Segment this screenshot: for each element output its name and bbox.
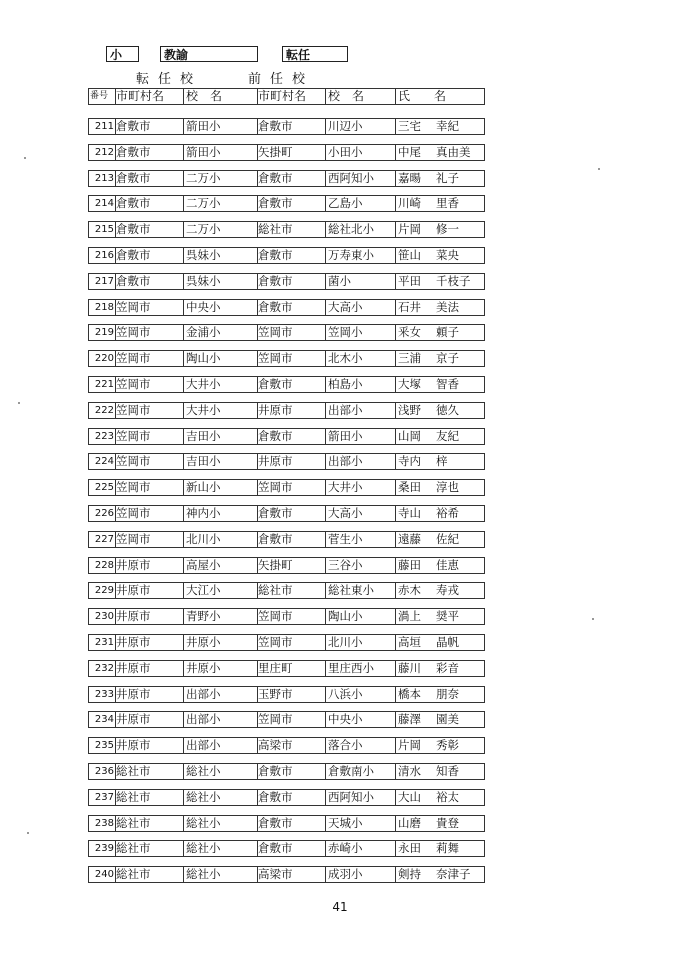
row-city-to: 井原市: [115, 558, 184, 573]
teacher-given-name: 晶帆: [436, 635, 459, 649]
row-city-from: 矢掛町: [257, 558, 326, 573]
row-teacher-name: [395, 274, 484, 289]
row-city-to: 倉敷市: [115, 274, 184, 289]
row-city-from: 井原市: [257, 454, 326, 469]
teacher-family-name: 桑田: [398, 480, 421, 494]
table-row: [88, 376, 485, 393]
row-teacher-name: [395, 248, 484, 263]
row-school-from: 菌小: [325, 274, 395, 289]
teacher-family-name: 山岡: [398, 429, 421, 443]
row-school-to: 総社小: [183, 816, 257, 831]
row-school-from: 笠岡小: [325, 325, 395, 340]
row-teacher-name: [395, 661, 484, 676]
teacher-given-name: 智香: [436, 377, 459, 391]
row-teacher-name: [395, 403, 484, 418]
row-number: 231: [94, 637, 114, 648]
scan-speck: [18, 402, 20, 404]
teacher-given-name: 徳久: [436, 403, 459, 417]
table-row: [88, 453, 485, 470]
row-number: 216: [94, 250, 114, 261]
row-school-from: 乙島小: [325, 196, 395, 211]
row-teacher-name: [395, 222, 484, 237]
table-row: [88, 737, 485, 754]
row-school-to: 二万小: [183, 196, 257, 211]
table-row: [88, 840, 485, 857]
row-teacher-name: [395, 816, 484, 831]
row-school-from: 総社北小: [325, 222, 395, 237]
row-city-to: 井原市: [115, 609, 184, 624]
row-school-to: 井原小: [183, 635, 257, 650]
teacher-family-name: 嘉暘: [398, 171, 421, 185]
row-city-to: 総社市: [115, 867, 184, 882]
teacher-family-name: 大塚: [398, 377, 421, 391]
row-school-to: 大井小: [183, 377, 257, 392]
row-school-from: 成羽小: [325, 867, 395, 882]
row-school-from: 菅生小: [325, 532, 395, 547]
teacher-family-name: 浅野: [398, 403, 421, 417]
teacher-given-name: 千枝子: [436, 274, 471, 288]
row-city-from: 笠岡市: [257, 635, 326, 650]
table-row: [88, 195, 485, 212]
row-school-to: 大井小: [183, 403, 257, 418]
teacher-given-name: 朋奈: [436, 687, 459, 701]
row-city-to: 井原市: [115, 661, 184, 676]
teacher-family-name: 石井: [398, 300, 421, 314]
row-city-to: 総社市: [115, 841, 184, 856]
teacher-family-name: 片岡: [398, 222, 421, 236]
row-city-to: 笠岡市: [115, 480, 184, 495]
row-city-to: 井原市: [115, 583, 184, 598]
teacher-family-name: 釆女: [398, 325, 421, 339]
col-school-from-header: 校 名: [325, 89, 395, 104]
row-school-to: 出部小: [183, 712, 257, 727]
teacher-given-name: 頼子: [436, 325, 459, 339]
teacher-family-name: 清水: [398, 764, 421, 778]
row-number: 215: [94, 224, 114, 235]
row-city-to: 井原市: [115, 687, 184, 702]
row-school-to: 青野小: [183, 609, 257, 624]
row-city-from: 倉敷市: [257, 377, 326, 392]
row-teacher-name: [395, 867, 484, 882]
table-row: [88, 273, 485, 290]
teacher-family-name: 剣持: [398, 867, 421, 881]
teacher-given-name: 奨平: [436, 609, 459, 623]
row-teacher-name: [395, 687, 484, 702]
teacher-given-name: 梓: [436, 454, 448, 468]
row-teacher-name: [395, 429, 484, 444]
row-school-to: 北川小: [183, 532, 257, 547]
teacher-family-name: 中尾: [398, 145, 421, 159]
row-school-from: 倉敷南小: [325, 764, 395, 779]
teacher-given-name: 莉舞: [436, 841, 459, 855]
row-city-to: 笠岡市: [115, 506, 184, 521]
teacher-given-name: 裕太: [436, 790, 459, 804]
row-school-from: 北川小: [325, 635, 395, 650]
row-number: 230: [94, 611, 114, 622]
row-city-to: 笠岡市: [115, 377, 184, 392]
row-school-to: 総社小: [183, 790, 257, 805]
row-city-to: 倉敷市: [115, 119, 184, 134]
table-row: [88, 531, 485, 548]
row-school-from: 北木小: [325, 351, 395, 366]
row-school-from: 大井小: [325, 480, 395, 495]
row-city-from: 倉敷市: [257, 790, 326, 805]
row-teacher-name: [395, 764, 484, 779]
teacher-given-name: 真由美: [436, 145, 471, 159]
table-row: [88, 170, 485, 187]
row-city-from: 笠岡市: [257, 480, 326, 495]
teacher-given-name: 裕希: [436, 506, 459, 520]
row-school-to: 二万小: [183, 171, 257, 186]
table-row: [88, 608, 485, 625]
row-number: 239: [94, 843, 114, 854]
row-school-to: 出部小: [183, 687, 257, 702]
row-school-to: 箭田小: [183, 145, 257, 160]
col-city-from-header: 市町村名: [257, 89, 326, 104]
row-number: 232: [94, 663, 114, 674]
row-school-from: 出部小: [325, 403, 395, 418]
teacher-family-name: 平田: [398, 274, 421, 288]
row-school-from: 陶山小: [325, 609, 395, 624]
row-city-to: 井原市: [115, 738, 184, 753]
teacher-family-name: 川崎: [398, 196, 421, 210]
row-teacher-name: [395, 171, 484, 186]
table-row: [88, 557, 485, 574]
table-row: [88, 479, 485, 496]
row-city-to: 倉敷市: [115, 248, 184, 263]
row-school-to: 新山小: [183, 480, 257, 495]
row-teacher-name: [395, 712, 484, 727]
to-school-group-label: 転任校: [136, 72, 203, 87]
col-number-header: 番号: [90, 91, 109, 101]
row-school-from: 赤崎小: [325, 841, 395, 856]
row-city-from: 倉敷市: [257, 274, 326, 289]
teacher-family-name: 渦上: [398, 609, 421, 623]
row-city-to: 井原市: [115, 635, 184, 650]
table-row: [88, 350, 485, 367]
row-school-to: 中央小: [183, 300, 257, 315]
teacher-given-name: 園美: [436, 712, 459, 726]
row-city-from: 倉敷市: [257, 816, 326, 831]
table-row: [88, 789, 485, 806]
teacher-family-name: 山磨: [398, 816, 421, 830]
row-school-from: 柏島小: [325, 377, 395, 392]
teacher-given-name: 貴登: [436, 816, 459, 830]
row-city-from: 笠岡市: [257, 351, 326, 366]
row-school-from: 総社東小: [325, 583, 395, 598]
row-school-to: 二万小: [183, 222, 257, 237]
row-school-to: 井原小: [183, 661, 257, 676]
col-city-to-header: 市町村名: [115, 89, 184, 104]
row-school-to: 陶山小: [183, 351, 257, 366]
row-city-from: 里庄町: [257, 661, 326, 676]
row-teacher-name: [395, 325, 484, 340]
page-number: 41: [332, 900, 348, 914]
row-teacher-name: [395, 841, 484, 856]
teacher-family-name: 赤木: [398, 583, 421, 597]
row-school-from: 出部小: [325, 454, 395, 469]
teacher-family-name: 笹山: [398, 248, 421, 262]
scan-speck: [598, 168, 600, 170]
table-row: [88, 118, 485, 135]
row-city-from: 総社市: [257, 222, 326, 237]
row-school-from: 里庄西小: [325, 661, 395, 676]
row-number: 224: [94, 456, 114, 467]
table-row: [88, 299, 485, 316]
teacher-family-name: 大山: [398, 790, 421, 804]
row-school-to: 箭田小: [183, 119, 257, 134]
row-teacher-name: [395, 377, 484, 392]
row-school-to: 吉田小: [183, 454, 257, 469]
row-school-from: 天城小: [325, 816, 395, 831]
table-row: [88, 428, 485, 445]
row-city-from: 倉敷市: [257, 841, 326, 856]
table-row: [88, 815, 485, 832]
row-teacher-name: [395, 480, 484, 495]
teacher-family-name: 高垣: [398, 635, 421, 649]
table-row: [88, 221, 485, 238]
teacher-family-name: 永田: [398, 841, 421, 855]
row-number: 212: [94, 147, 114, 158]
row-number: 234: [94, 714, 114, 725]
row-school-to: 総社小: [183, 764, 257, 779]
row-city-to: 井原市: [115, 712, 184, 727]
row-school-from: 中央小: [325, 712, 395, 727]
row-school-to: 総社小: [183, 867, 257, 882]
row-school-from: 小田小: [325, 145, 395, 160]
table-row: [88, 505, 485, 522]
row-teacher-name: [395, 351, 484, 366]
row-teacher-name: [395, 532, 484, 547]
row-teacher-name: [395, 506, 484, 521]
row-number: 229: [94, 585, 114, 596]
role-box: 教諭: [160, 46, 258, 62]
row-school-from: 大高小: [325, 506, 395, 521]
row-city-to: 笠岡市: [115, 300, 184, 315]
row-number: 227: [94, 534, 114, 545]
row-city-from: 高梁市: [257, 738, 326, 753]
teacher-given-name: 菜央: [436, 248, 459, 262]
scan-speck: [24, 157, 26, 159]
scan-speck: [592, 618, 594, 620]
row-number: 233: [94, 689, 114, 700]
teacher-family-name: 寺内: [398, 454, 421, 468]
teacher-given-name: 佐紀: [436, 532, 459, 546]
row-school-to: 総社小: [183, 841, 257, 856]
row-city-to: 倉敷市: [115, 196, 184, 211]
teacher-given-name: 知香: [436, 764, 459, 778]
col-name-header: 氏 名: [395, 89, 484, 104]
row-city-from: 倉敷市: [257, 429, 326, 444]
teacher-given-name: 礼子: [436, 171, 459, 185]
row-school-to: 金浦小: [183, 325, 257, 340]
row-city-to: 総社市: [115, 790, 184, 805]
row-school-from: 落合小: [325, 738, 395, 753]
teacher-given-name: 幸紀: [436, 119, 459, 133]
row-school-from: 箭田小: [325, 429, 395, 444]
row-school-from: 川辺小: [325, 119, 395, 134]
row-school-to: 吉田小: [183, 429, 257, 444]
row-city-to: 総社市: [115, 764, 184, 779]
teacher-given-name: 秀彰: [436, 738, 459, 752]
teacher-family-name: 寺山: [398, 506, 421, 520]
teacher-family-name: 三浦: [398, 351, 421, 365]
row-school-to: 呉妹小: [183, 274, 257, 289]
table-row: [88, 324, 485, 341]
teacher-given-name: 里香: [436, 196, 459, 210]
row-city-from: 倉敷市: [257, 171, 326, 186]
row-number: 214: [94, 198, 114, 209]
table-row: [88, 144, 485, 161]
row-school-from: 万寿東小: [325, 248, 395, 263]
row-teacher-name: [395, 738, 484, 753]
table-row: [88, 582, 485, 599]
row-teacher-name: [395, 609, 484, 624]
table-header: [88, 88, 485, 105]
row-number: 219: [94, 327, 114, 338]
row-city-from: 倉敷市: [257, 300, 326, 315]
row-city-from: 笠岡市: [257, 609, 326, 624]
row-city-from: 倉敷市: [257, 532, 326, 547]
row-school-to: 出部小: [183, 738, 257, 753]
row-city-from: 笠岡市: [257, 325, 326, 340]
school-level-box: 小: [106, 46, 139, 62]
from-school-group-label: 前任校: [248, 72, 315, 87]
row-school-from: 八浜小: [325, 687, 395, 702]
row-number: 217: [94, 276, 114, 287]
row-number: 222: [94, 405, 114, 416]
row-school-from: 大高小: [325, 300, 395, 315]
table-row: [88, 763, 485, 780]
row-city-from: 玉野市: [257, 687, 326, 702]
row-city-to: 笠岡市: [115, 429, 184, 444]
row-city-to: 笠岡市: [115, 403, 184, 418]
row-number: 213: [94, 173, 114, 184]
row-teacher-name: [395, 635, 484, 650]
row-school-to: 呉妹小: [183, 248, 257, 263]
row-city-to: 倉敷市: [115, 222, 184, 237]
row-teacher-name: [395, 454, 484, 469]
teacher-family-name: 三宅: [398, 119, 421, 133]
row-number: 223: [94, 431, 114, 442]
row-city-to: 笠岡市: [115, 351, 184, 366]
teacher-given-name: 淳也: [436, 480, 459, 494]
row-number: 236: [94, 766, 114, 777]
row-number: 218: [94, 302, 114, 313]
row-city-to: 倉敷市: [115, 145, 184, 160]
row-school-to: 大江小: [183, 583, 257, 598]
teacher-given-name: 寿戎: [436, 583, 459, 597]
scan-speck: [27, 832, 29, 834]
row-teacher-name: [395, 790, 484, 805]
table-row: [88, 866, 485, 883]
teacher-family-name: 片岡: [398, 738, 421, 752]
row-city-to: 笠岡市: [115, 325, 184, 340]
table-row: [88, 711, 485, 728]
teacher-family-name: 藤澤: [398, 712, 421, 726]
teacher-family-name: 遠藤: [398, 532, 421, 546]
teacher-family-name: 藤田: [398, 558, 421, 572]
table-row: [88, 686, 485, 703]
row-city-to: 倉敷市: [115, 171, 184, 186]
teacher-given-name: 佳恵: [436, 558, 459, 572]
col-school-to-header: 校 名: [183, 89, 257, 104]
row-city-from: 笠岡市: [257, 712, 326, 727]
teacher-given-name: 奈津子: [436, 867, 471, 881]
teacher-given-name: 京子: [436, 351, 459, 365]
row-city-from: 倉敷市: [257, 248, 326, 263]
row-number: 220: [94, 353, 114, 364]
table-row: [88, 660, 485, 677]
row-city-from: 井原市: [257, 403, 326, 418]
row-school-to: 高屋小: [183, 558, 257, 573]
row-number: 211: [94, 121, 114, 132]
row-city-from: 矢掛町: [257, 145, 326, 160]
row-city-to: 総社市: [115, 816, 184, 831]
row-city-from: 倉敷市: [257, 764, 326, 779]
transfer-type-box: 転任: [282, 46, 348, 62]
row-teacher-name: [395, 119, 484, 134]
teacher-given-name: 彩音: [436, 661, 459, 675]
row-city-from: 倉敷市: [257, 119, 326, 134]
row-school-from: 三谷小: [325, 558, 395, 573]
teacher-given-name: 友紀: [436, 429, 459, 443]
row-city-from: 倉敷市: [257, 506, 326, 521]
row-teacher-name: [395, 196, 484, 211]
row-city-to: 笠岡市: [115, 532, 184, 547]
row-school-from: 西阿知小: [325, 171, 395, 186]
teacher-given-name: 美法: [436, 300, 459, 314]
row-teacher-name: [395, 558, 484, 573]
table-row: [88, 634, 485, 651]
row-number: 228: [94, 560, 114, 571]
row-number: 226: [94, 508, 114, 519]
row-number: 225: [94, 482, 114, 493]
row-number: 235: [94, 740, 114, 751]
teacher-given-name: 修一: [436, 222, 459, 236]
table-row: [88, 402, 485, 419]
row-city-from: 総社市: [257, 583, 326, 598]
row-city-to: 笠岡市: [115, 454, 184, 469]
row-number: 221: [94, 379, 114, 390]
row-number: 238: [94, 818, 114, 829]
row-school-from: 西阿知小: [325, 790, 395, 805]
teacher-family-name: 藤川: [398, 661, 421, 675]
row-teacher-name: [395, 300, 484, 315]
row-number: 237: [94, 792, 114, 803]
row-teacher-name: [395, 583, 484, 598]
teacher-family-name: 橋本: [398, 687, 421, 701]
row-school-to: 神内小: [183, 506, 257, 521]
table-row: [88, 247, 485, 264]
row-number: 240: [94, 869, 114, 880]
row-teacher-name: [395, 145, 484, 160]
row-city-from: 高梁市: [257, 867, 326, 882]
row-city-from: 倉敷市: [257, 196, 326, 211]
